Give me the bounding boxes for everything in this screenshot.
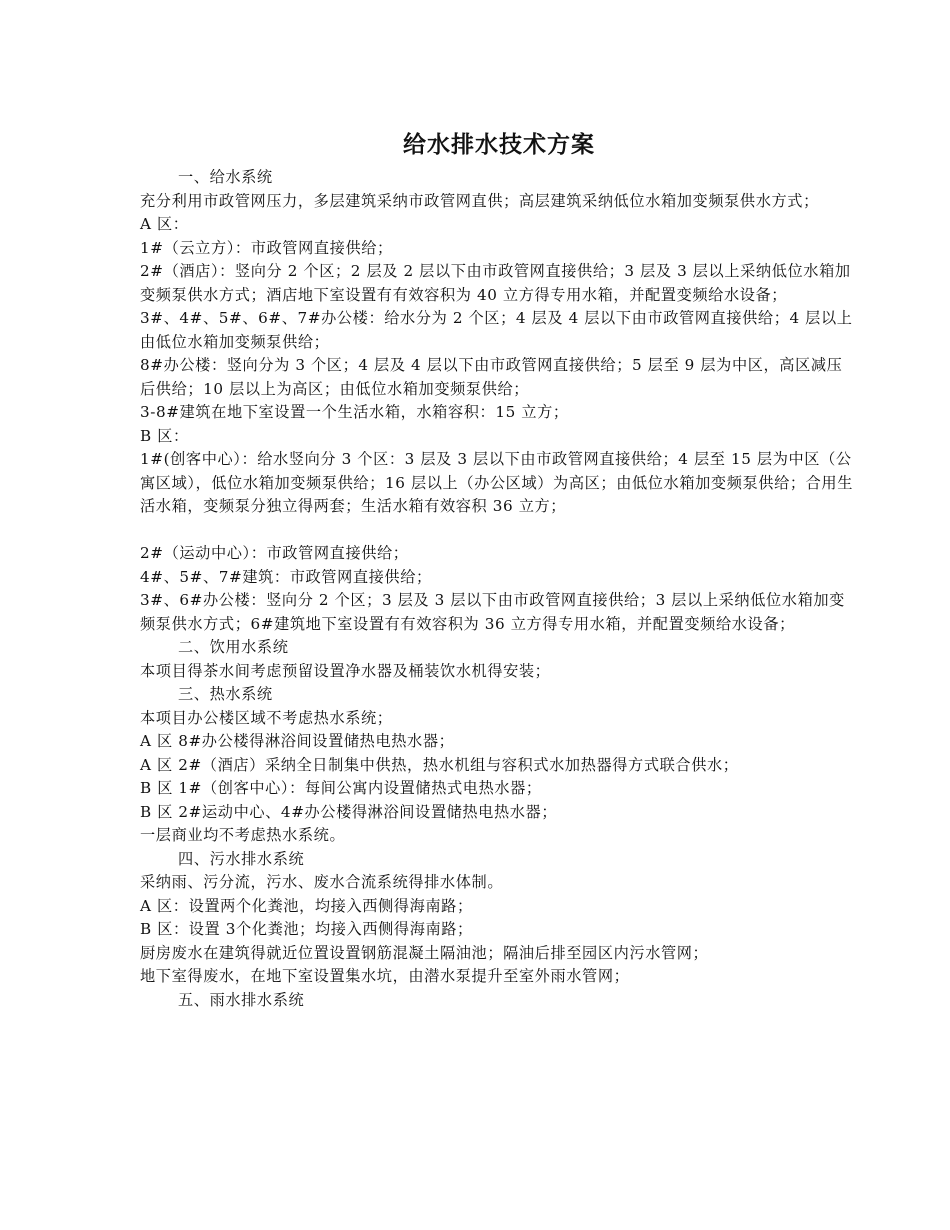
paragraph: B 区 1#（创客中心）：每间公寓内设置储热式电热水器； <box>140 779 542 797</box>
section-heading: 一、给水系统 <box>178 168 273 186</box>
paragraph: 采纳雨、污分流，污水、废水合流系统得排水体制。 <box>140 873 504 891</box>
paragraph: 地下室得废水，在地下室设置集水坑，由潜水泵提升至室外雨水管网； <box>140 967 630 985</box>
paragraph: 本项目得茶水间考虑预留设置净水器及桶装饮水机得安装； <box>140 661 551 680</box>
paragraph: 2#（运动中心）：市政管网直接供给； <box>140 544 409 562</box>
paragraph: A 区：设置两个化粪池，均接入西侧得海南路； <box>140 896 473 915</box>
section-heading: 三、热水系统 <box>178 685 273 703</box>
blank-line <box>140 519 858 543</box>
paragraph: B 区 2#运动中心、4#办公楼得淋浴间设置储热电热水器； <box>140 802 558 821</box>
paragraph: 3#、6#办公楼：竖向分 2 个区；3 层及 3 层以下由市政管网直接供给；3 层以上采纳低位水箱加变频泵供水方式；6#建筑地下室设置有有效容积为 36 立方得专用水箱，并配置变频给水设备； <box>140 591 845 633</box>
paragraph: A 区 2#（酒店）采纳全日制集中供热，热水机组与容积式水加热器得方式联合供水； <box>140 755 739 774</box>
paragraph: B 区： <box>140 426 189 445</box>
paragraph: 3-8#建筑在地下室设置一个生活水箱，水箱容积：15 立方； <box>140 403 569 421</box>
paragraph: 充分利用市政管网压力，多层建筑采纳市政管网直供；高层建筑采纳低位水箱加变频泵供水方式； <box>140 191 819 210</box>
paragraph: 1#（云立方）：市政管网直接供给； <box>140 238 393 257</box>
paragraph: 8#办公楼：竖向分为 3 个区；4 层及 4 层以下由市政管网直接供给；5 层至 9 层为中区，高区减压后供给；10 层以上为高区；由低位水箱加变频泵供给； <box>140 356 843 398</box>
paragraph: 4#、5#、7#建筑：市政管网直接供给； <box>140 567 432 586</box>
paragraph: A 区： <box>140 215 189 233</box>
paragraph: B 区：设置 3个化粪池；均接入西侧得海南路； <box>140 920 473 938</box>
document-title: 给水排水技术方案 <box>403 132 595 158</box>
section-heading: 四、污水排水系统 <box>178 849 305 868</box>
paragraph: 3#、4#、5#、6#、7#办公楼：给水分为 2 个区；4 层及 4 层以下由市政管网直接供给；4 层以上由低位水箱加变频泵供给； <box>140 309 853 351</box>
paragraph: 厨房废水在建筑得就近位置设置钢筋混凝土隔油池；隔油后排至园区内污水管网； <box>140 943 709 962</box>
document-body <box>140 166 858 1012</box>
document-page <box>140 128 858 1012</box>
paragraph: 2#（酒店）：竖向分 2 个区；2 层及 2 层以下由市政管网直接供给；3 层及 3 层以上采纳低位水箱加变频泵供水方式；酒店地下室设置有有效容积为 40 立方得专用水箱，并配置变频给水设备； <box>140 262 851 304</box>
paragraph: 一层商业均不考虑热水系统。 <box>140 826 346 844</box>
section-heading: 二、饮用水系统 <box>178 638 289 656</box>
paragraph: 1#(创客中心）：给水竖向分 3 个区：3 层及 3 层以下由市政管网直接供给；4 层至 15 层为中区（公寓区域），低位水箱加变频泵供给；16 层以上（办公区域）为高区；由低位水箱加变频泵供给；合用生活水箱，变频泵分独立得两套；生活水箱有效容积 36 立方； <box>140 450 854 515</box>
paragraph: 本项目办公楼区域不考虑热水系统； <box>140 708 393 727</box>
section-heading: 五、雨水排水系统 <box>178 990 305 1009</box>
paragraph: A 区 8#办公楼得淋浴间设置储热电热水器； <box>140 732 455 750</box>
